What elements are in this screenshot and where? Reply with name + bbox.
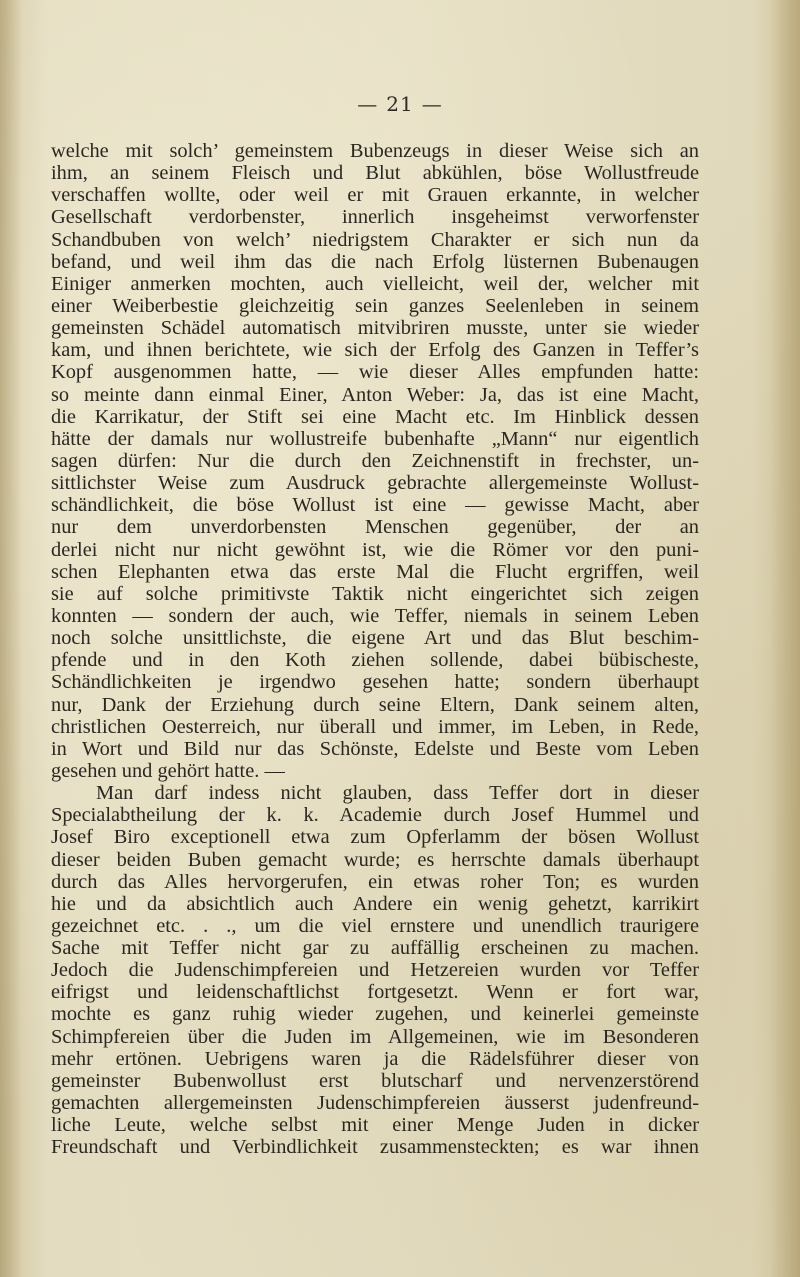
text-line: verschaffen wollte, oder weil er mit Grauen erkannte, in welcher xyxy=(51,184,699,207)
text-line: konnten — sondern der auch, wie Teffer, niemals in seinem Leben xyxy=(51,604,699,627)
text-line: derlei nicht nur nicht gewöhnt ist, wie die Römer vor den puni- xyxy=(51,538,699,561)
text-line: gemeinsten Schädel automatisch mitvibriren musste, unter sie wieder xyxy=(51,317,699,340)
text-line: kam, und ihnen berichtete, wie sich der Erfolg des Ganzen in Teffer’s xyxy=(51,339,699,362)
text-line: durch das Alles hervorgerufen, ein etwas roher Ton; es wurden xyxy=(51,870,699,893)
text-line: sie auf solche primitivste Taktik nicht eingerichtet sich zeigen xyxy=(51,582,699,605)
page-number-header xyxy=(0,92,800,116)
text-line: gesehen und gehört hatte. — xyxy=(51,759,285,782)
text-line: Freundschaft und Verbindlichkeit zusammensteckten; es war ihnen xyxy=(51,1136,699,1159)
text-line: Schandbuben von welch’ niedrigstem Charakter er sich nun da xyxy=(51,228,699,251)
text-line: nur dem unverdorbensten Menschen gegenüber, der an xyxy=(51,516,699,539)
page-number: 21 xyxy=(386,92,414,116)
text-line: dieser beiden Buben gemacht wurde; es herrschte damals überhaupt xyxy=(51,848,699,871)
text-line: ihm, an seinem Fleisch und Blut abkühlen, böse Wollustfreude xyxy=(51,162,699,185)
text-line: sagen dürfen: Nur die durch den Zeichnenstift in frechster, un- xyxy=(51,449,699,472)
page-edge-shadow-right xyxy=(770,0,800,1277)
text-line: Man darf indess nicht glauben, dass Teffer dort in dieser xyxy=(96,782,699,805)
page-number-dash-left: — xyxy=(357,92,379,116)
text-line: hätte der damals nur wollustreife bubenhafte „Mann“ nur eigentlich xyxy=(51,427,699,450)
page-number-dash-right: — xyxy=(421,92,443,116)
page-edge-shadow-left xyxy=(0,0,22,1277)
text-line: sittlichster Weise zum Ausdruck gebrachte allergemeinste Wollust- xyxy=(51,472,699,495)
text-line: mochte es ganz ruhig wieder zugehen, und keinerlei gemeinste xyxy=(51,1003,699,1026)
text-line: eifrigst und leidenschaftlichst fortgesetzt. Wenn er fort war, xyxy=(51,981,699,1004)
text-line: welche mit solch’ gemeinstem Bubenzeugs in dieser Weise sich an xyxy=(51,140,699,162)
text-line: christlichen Oesterreich, nur überall und immer, im Leben, in Rede, xyxy=(51,715,699,738)
text-line: Einiger anmerken mochten, auch vielleicht, weil der, welcher mit xyxy=(51,272,699,295)
text-line: Jedoch die Judenschimpfereien und Hetzereien wurden vor Teffer xyxy=(51,959,699,982)
text-line: nur, Dank der Erziehung durch seine Eltern, Dank seinem alten, xyxy=(51,693,699,716)
text-line: liche Leute, welche selbst mit einer Menge Juden in dicker xyxy=(51,1114,699,1137)
text-line: Sache mit Teffer nicht gar zu auffällig erscheinen zu machen. xyxy=(51,937,699,960)
text-line: Kopf ausgenommen hatte, — wie dieser Alles empfunden hatte: xyxy=(51,361,699,384)
text-line: schen Elephanten etwa das erste Mal die Flucht ergriffen, weil xyxy=(51,560,699,583)
text-line: noch solche unsittlichste, die eigene Art und das Blut beschim- xyxy=(51,627,699,650)
text-line: Schändlichkeiten je irgendwo gesehen hatte; sondern überhaupt xyxy=(51,671,699,694)
body-text xyxy=(51,140,699,1158)
text-line: hie und da absichtlich auch Andere ein wenig gehetzt, karrikirt xyxy=(51,892,699,915)
text-line: befand, und weil ihm das die nach Erfolg lüsternen Bubenaugen xyxy=(51,250,699,273)
text-line: Specialabtheilung der k. k. Academie durch Josef Hummel und xyxy=(51,804,699,827)
text-line: in Wort und Bild nur das Schönste, Edelste und Beste vom Leben xyxy=(51,737,699,760)
text-line: Schimpfereien über die Juden im Allgemeinen, wie im Besonderen xyxy=(51,1025,699,1048)
text-line: Gesellschaft verdorbenster, innerlich insgeheimst verworfenster xyxy=(51,206,699,229)
text-line: schändlichkeit, die böse Wollust ist eine — gewisse Macht, aber xyxy=(51,494,699,517)
text-line: so meinte dann einmal Einer, Anton Weber: Ja, das ist eine Macht, xyxy=(51,383,699,406)
text-line: gezeichnet etc. . ., um die viel ernstere und unendlich traurigere xyxy=(51,914,699,937)
text-line: die Karrikatur, der Stift sei eine Macht etc. Im Hinblick dessen xyxy=(51,405,699,428)
text-line: Josef Biro exceptionell etwa zum Opferlamm der bösen Wollust xyxy=(51,826,699,849)
text-line: gemachten allergemeinsten Judenschimpfereien äusserst judenfreund- xyxy=(51,1092,699,1115)
text-line: einer Weiberbestie gleichzeitig sein ganzes Seelenleben in seinem xyxy=(51,294,699,317)
text-line: gemeinster Bubenwollust erst blutscharf und nervenzerstörend xyxy=(51,1069,699,1092)
text-line: mehr ertönen. Uebrigens waren ja die Rädelsführer dieser von xyxy=(51,1047,699,1070)
text-line: pfende und in den Koth ziehen sollende, dabei bübischeste, xyxy=(51,649,699,672)
